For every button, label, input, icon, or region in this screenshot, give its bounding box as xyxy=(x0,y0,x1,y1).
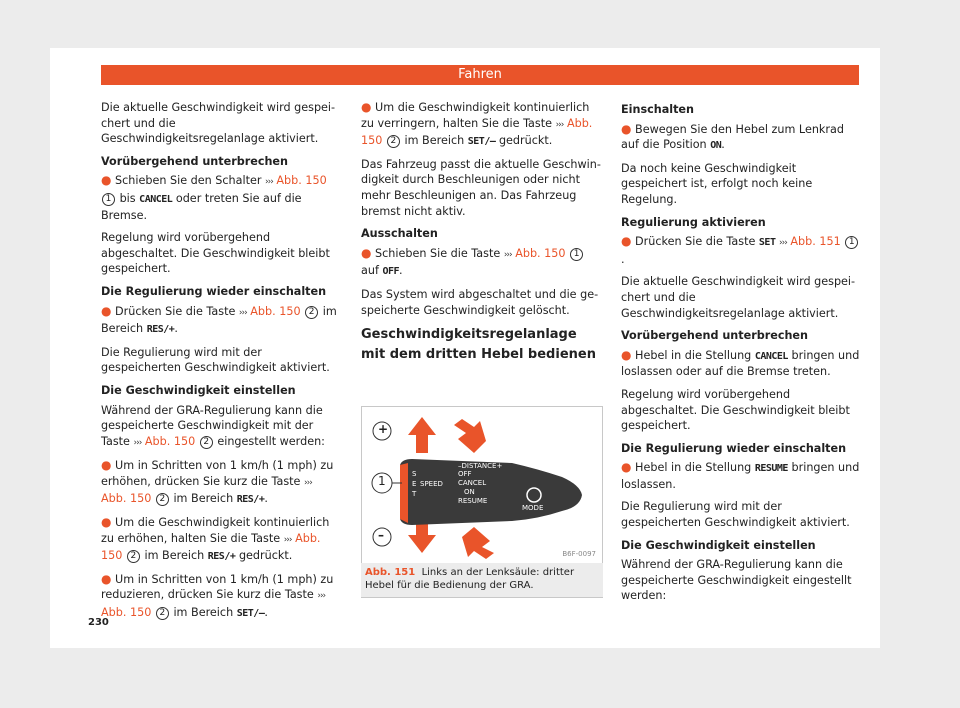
paragraph: Regelung wird vorübergehend abgeschaltet. Die Geschwindigkeit bleibt gespeichert. xyxy=(101,231,330,276)
figure-reference-link[interactable]: Abb. 150 xyxy=(101,606,152,620)
arrow-push-icon xyxy=(454,419,486,453)
callout-number: 2 xyxy=(387,135,400,148)
section-title: Geschwindigkeitsregelanlage mit dem dritten Hebel bedienen xyxy=(361,327,596,363)
paragraph: Während der GRA-Regulierung kann die gespeicherte Geschwindigkeit eingestellt werden: xyxy=(621,558,852,603)
subheading: Die Regulierung wieder einschalten xyxy=(621,441,847,455)
figure-reference-link[interactable]: Abb. 151 xyxy=(790,235,841,249)
paragraph: Die aktuelle Geschwindigkeit wird gespeichert und die Geschwindigkeitsregelanlage aktiviert. xyxy=(621,275,856,320)
subheading: Die Geschwindigkeit einstellen xyxy=(621,538,816,552)
lever-text-e: E xyxy=(412,480,417,488)
column-1 xyxy=(101,100,337,629)
lever-text-distance: –DISTANCE+ xyxy=(458,462,503,470)
callout-number: 1 xyxy=(570,248,583,261)
figure-reference-link[interactable]: Abb. 150 xyxy=(515,246,566,260)
key-label: CANCEL xyxy=(139,193,173,205)
bullet-item: ● Um die Geschwindigkeit kontinuierlich zu verringern, halten Sie die Taste ››› Abb. 150 2 im Bereich SET/– gedrückt. xyxy=(361,100,593,148)
paragraph: Das System wird abgeschaltet und die gespeicherte Geschwindigkeit gelöscht. xyxy=(361,287,599,317)
paragraph: Die aktuelle Geschwindigkeit wird gespeichert und die Geschwindigkeitsregelanlage aktiviert. xyxy=(101,101,336,146)
key-label: CANCEL xyxy=(754,350,788,362)
callout-number: 2 xyxy=(156,493,169,506)
reference-arrow-icon: ››› xyxy=(317,591,326,602)
bullet-item: ● Um in Schritten von 1 km/h (1 mph) zu erhöhen, drücken Sie kurz die Taste ››› Abb. 150 2 im Bereich RES/+. xyxy=(101,458,334,506)
key-label: RES/+ xyxy=(146,324,175,336)
key-label: OFF xyxy=(382,266,400,278)
callout-number: 2 xyxy=(127,550,140,563)
arrow-pull-icon xyxy=(462,527,494,559)
lever-text-s: S xyxy=(412,470,417,478)
subheading: Regulierung aktivieren xyxy=(621,215,766,229)
reference-arrow-icon: ››› xyxy=(503,249,512,260)
figure-reference-link[interactable]: Abb. 150 xyxy=(101,531,321,563)
bullet-icon: ● xyxy=(101,515,112,530)
subheading: Die Regulierung wieder einschalten xyxy=(101,284,327,298)
bullet-icon: ● xyxy=(101,458,112,473)
figure-reference-link[interactable]: Abb. 150 xyxy=(250,304,301,318)
subheading: Ausschalten xyxy=(361,227,438,241)
bullet-item: ● Schieben Sie den Schalter ››› Abb. 150 1 bis CANCEL oder treten Sie auf die Bremse. xyxy=(101,173,327,222)
plus-label: + xyxy=(378,422,389,436)
key-label: SET xyxy=(758,237,776,249)
reference-arrow-icon: ››› xyxy=(238,307,247,318)
lever-text-on: ON xyxy=(464,488,475,496)
reference-arrow-icon: ››› xyxy=(304,477,312,488)
subheading: Vorübergehend unterbrechen xyxy=(621,329,808,343)
bullet-item: ● Drücken Sie die Taste ››› Abb. 150 2 im Bereich RES/+. xyxy=(101,303,337,336)
bullet-icon: ● xyxy=(621,460,632,475)
bullet-item: ● Hebel in die Stellung CANCEL bringen und loslassen oder auf die Bremse treten. xyxy=(621,347,860,379)
lever-tip xyxy=(400,463,408,523)
callout-number: 2 xyxy=(305,306,318,319)
figure-reference-link[interactable]: Abb. 150 xyxy=(276,174,327,188)
bullet-item: ● Bewegen Sie den Hebel zum Lenkrad auf die Position ON. xyxy=(621,121,844,152)
figure-caption xyxy=(361,563,603,597)
reference-arrow-icon: ››› xyxy=(283,534,292,545)
arrow-up-icon xyxy=(408,417,436,453)
lever-text-t: T xyxy=(412,490,417,498)
subheading: Die Geschwindigkeit einstellen xyxy=(101,383,296,397)
callout-number: 1 xyxy=(845,236,858,249)
bullet-icon: ● xyxy=(101,173,112,188)
lever-text-mode: MODE xyxy=(522,504,544,512)
subheading: Vorübergehend unterbrechen xyxy=(101,154,288,168)
bullet-icon: ● xyxy=(621,234,632,249)
bullet-item: ● Hebel in die Stellung RESUME bringen und loslassen. xyxy=(621,460,860,491)
paragraph: Das Fahrzeug passt die aktuelle Geschwindigkeit durch Beschleunigen oder nicht mehr Beschleunigen an. Das Fahrzeug bremst nicht aktiv. xyxy=(361,157,601,218)
callout-number: 1 xyxy=(102,193,115,206)
lever-text-resume: RESUME xyxy=(458,497,488,505)
caption-label: Abb. 151 xyxy=(365,567,416,578)
bullet-icon: ● xyxy=(101,303,112,318)
callout-1-label: 1 xyxy=(378,474,386,488)
bullet-item: ● Schieben Sie die Taste ››› Abb. 150 1 auf OFF. xyxy=(361,246,601,280)
key-label: RESUME xyxy=(754,463,788,475)
paragraph: Die Regulierung wird mit der gespeicherten Geschwindigkeit aktiviert. xyxy=(101,345,330,375)
key-label: SET/– xyxy=(236,608,265,620)
bullet-icon: ● xyxy=(361,245,372,260)
figure-reference-link[interactable]: Abb. 150 xyxy=(361,116,593,148)
reference-arrow-icon: ››› xyxy=(265,177,273,188)
reference-arrow-icon: ››› xyxy=(555,119,564,130)
paragraph: Da noch keine Geschwindigkeit gespeichert ist, erfolgt noch keine Regelung. xyxy=(621,161,813,206)
key-label: RES/+ xyxy=(207,551,236,563)
paragraph: Die Regulierung wird mit der gespeicherten Geschwindigkeit aktiviert. xyxy=(621,500,850,530)
minus-label: – xyxy=(378,528,384,542)
bullet-icon: ● xyxy=(621,347,632,362)
lever-text-off: OFF xyxy=(458,470,472,478)
paragraph: Regelung wird vorübergehend abgeschaltet. Die Geschwindigkeit bleibt gespeichert. xyxy=(621,387,850,433)
bullet-icon: ● xyxy=(621,121,632,136)
bullet-item: ● Um in Schritten von 1 km/h (1 mph) zu reduzieren, drücken Sie kurz die Taste ››› Abb. 150 2 im Bereich SET/–. xyxy=(101,571,334,620)
figure-reference-link[interactable]: Abb. 150 xyxy=(101,492,152,506)
lever-text-cancel: CANCEL xyxy=(458,479,487,487)
bullet-item: ● Drücken Sie die Taste SET ››› Abb. 151 1. xyxy=(621,234,861,267)
chapter-header: Fahren xyxy=(101,65,859,85)
key-label: RES/+ xyxy=(236,494,265,506)
callout-number: 2 xyxy=(200,436,213,449)
key-label: ON xyxy=(710,140,722,152)
figure-reference-link[interactable]: Abb. 150 xyxy=(144,434,196,448)
bullet-item: ● Um die Geschwindigkeit kontinuierlich zu erhöhen, halten Sie die Taste ››› Abb. 150 2 im Bereich RES/+ gedrückt. xyxy=(101,515,330,563)
figure-code: B6F-0097 xyxy=(562,550,596,558)
bullet-icon: ● xyxy=(101,571,112,586)
reference-arrow-icon: ››› xyxy=(779,238,787,249)
reference-arrow-icon: ››› xyxy=(133,437,142,448)
callout-number: 2 xyxy=(156,607,169,620)
lever-text-speed: SPEED xyxy=(420,480,443,488)
key-label: SET/– xyxy=(467,136,496,148)
subheading: Einschalten xyxy=(621,103,694,116)
paragraph: Während der GRA-Regulierung kann die gespeicherte Geschwindigkeit mit der Taste ››› Abb. 150 2 eingestellt werden: xyxy=(101,403,325,448)
caption-text: Links an der Lenksäule: dritter Hebel für die Bedienung der GRA. xyxy=(365,567,575,591)
column-3 xyxy=(621,100,861,611)
bullet-icon: ● xyxy=(361,100,372,114)
column-2 xyxy=(361,100,601,372)
page-number: 230 xyxy=(88,617,109,628)
